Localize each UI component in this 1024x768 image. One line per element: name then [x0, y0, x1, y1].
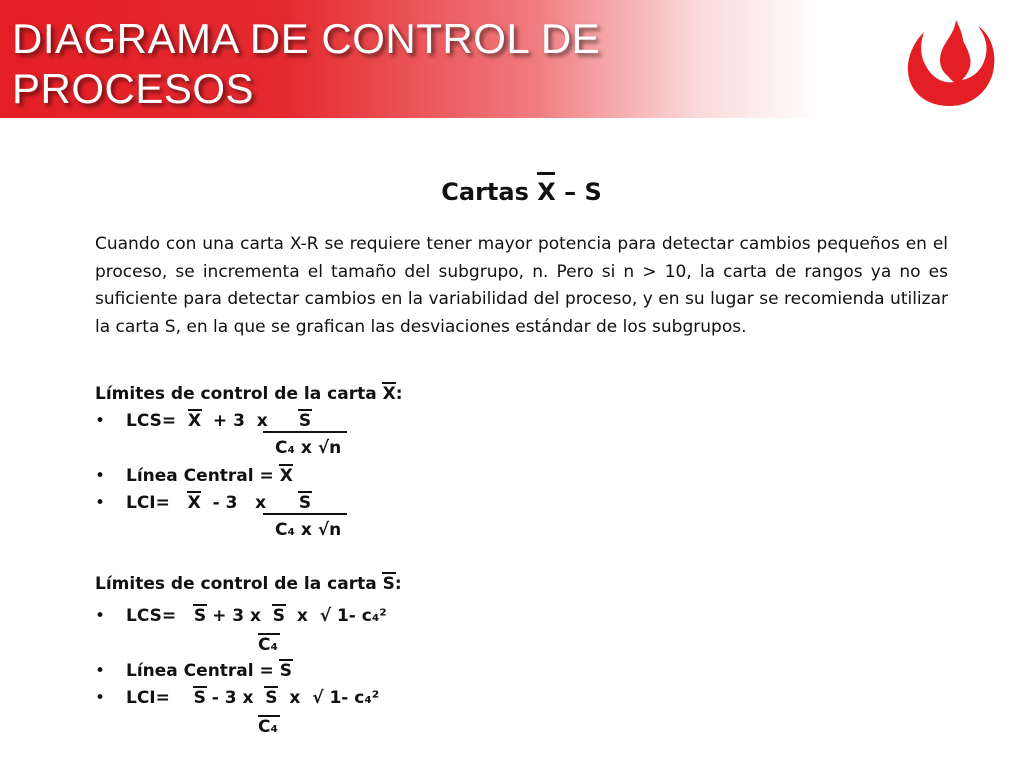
- bullet: •: [95, 606, 106, 626]
- bullet: •: [95, 661, 106, 681]
- x-bar-symbol: X: [187, 411, 202, 431]
- s-bar-symbol: S: [279, 661, 292, 681]
- s-bar-symbol: S: [382, 574, 395, 594]
- x-lci-label: LCI=: [126, 493, 170, 513]
- s-lcs-label: LCS=: [126, 606, 177, 626]
- x-bar-symbol: X: [279, 466, 293, 486]
- s-lci-operator: - 3 x: [211, 688, 254, 708]
- upc-flame-logo: [902, 6, 998, 110]
- slide-subtitle: [95, 178, 948, 206]
- s-limits-heading-colon: :: [394, 574, 402, 594]
- slide-title: [12, 14, 600, 114]
- x-lci-operator: - 3 x: [212, 493, 267, 513]
- x-lcs-numerator: [263, 411, 347, 433]
- slide-title-line1: DIAGRAMA DE CONTROL DE: [12, 15, 601, 62]
- s-lcs-sqrt: √ 1- c₄²: [319, 606, 387, 626]
- s-lci-times: x: [289, 688, 301, 708]
- s-central-line: [126, 661, 292, 681]
- bullet: •: [95, 493, 106, 513]
- s-limits-heading: [95, 574, 402, 594]
- x-bar-symbol: X: [382, 384, 396, 404]
- s-lci-formula: [126, 688, 379, 708]
- s-bar-symbol: S: [193, 688, 206, 708]
- subtitle-text: Cartas: [441, 178, 538, 206]
- bullet: •: [95, 411, 106, 431]
- x-limits-heading-text: Límites de control de la carta: [95, 384, 383, 404]
- x-limits-heading: [95, 384, 403, 404]
- subtitle-suffix: – S: [555, 178, 602, 206]
- x-lcs-denominator: C₄ x √n: [275, 438, 342, 458]
- s-central-label: Línea Central =: [126, 661, 280, 681]
- s-lcs-operator: + 3 x: [212, 606, 261, 626]
- s-lci-sqrt: √ 1- c₄²: [312, 688, 380, 708]
- x-lcs-formula: [126, 411, 268, 431]
- bullet: •: [95, 466, 106, 486]
- intro-paragraph: Cuando con una carta X-R se requiere tener mayor potencia para detectar cambios pequeños en el proceso, se incrementa el tamaño del subgrupo, n. Pero si n > 10, la carta de rangos ya no es suficiente para detectar cambios en la variabilidad del proceso, y en su lugar se recomienda utilizar la carta S, en la que se grafican las desviaciones estándar de los subgrupos.: [95, 234, 948, 337]
- s-lcs-formula: [126, 606, 387, 626]
- x-lcs-label: LCS=: [126, 411, 177, 431]
- s-bar-symbol: S: [265, 688, 278, 708]
- s-bar-symbol: S: [298, 411, 312, 431]
- x-limits-heading-colon: :: [395, 384, 403, 404]
- x-lcs-operator: + 3 x: [212, 411, 268, 431]
- s-lci-label: LCI=: [126, 688, 170, 708]
- x-lci-denominator: C₄ x √n: [275, 520, 342, 540]
- x-bar-symbol: X: [537, 178, 556, 206]
- x-bar-symbol: X: [187, 493, 201, 513]
- s-lci-denominator: C₄: [258, 715, 280, 737]
- slide-title-line2: PROCESOS: [12, 65, 255, 112]
- s-limits-heading-text: Límites de control de la carta: [95, 574, 383, 594]
- x-central-label: Línea Central =: [126, 466, 280, 486]
- x-lci-numerator: [263, 493, 347, 515]
- s-lcs-denominator: C₄: [258, 633, 280, 655]
- s-lcs-times: x: [296, 606, 308, 626]
- s-bar-symbol: S: [298, 493, 312, 513]
- s-bar-symbol: S: [272, 606, 286, 626]
- bullet: •: [95, 688, 106, 708]
- x-central-line: [126, 466, 293, 486]
- s-bar-symbol: S: [193, 606, 207, 626]
- x-lci-formula: [126, 493, 266, 513]
